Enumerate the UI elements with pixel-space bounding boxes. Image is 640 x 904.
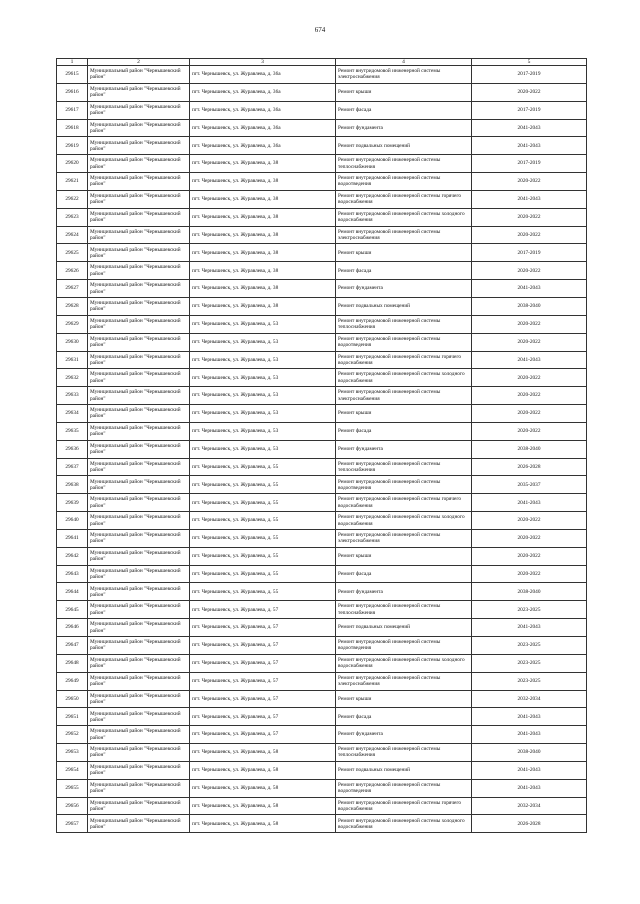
address-cell: пгт. Чернышевск, ул. Журавлева, д. 53 — [190, 422, 336, 440]
column-header: 1 — [57, 59, 88, 66]
table-row — [57, 119, 587, 137]
address-cell: пгт. Чернышевск, ул. Журавлева, д. 57 — [190, 708, 336, 726]
work-type-cell: Ремонт фундамента — [336, 119, 472, 137]
address-cell: пгт. Чернышевск, ул. Журавлева, д. 36а — [190, 119, 336, 137]
table-row — [57, 476, 587, 494]
municipality-cell: Муниципальный район "Чернышевский район" — [88, 369, 190, 387]
work-type-cell: Ремонт фасада — [336, 422, 472, 440]
work-type-cell: Ремонт фасада — [336, 101, 472, 119]
table-row — [57, 637, 587, 655]
work-type-cell: Ремонт крыши — [336, 547, 472, 565]
table-row — [57, 690, 587, 708]
row-number: 29619 — [57, 137, 88, 155]
address-cell: пгт. Чернышевск, ул. Журавлева, д. 55 — [190, 565, 336, 583]
work-type-cell: Ремонт фундамента — [336, 440, 472, 458]
address-cell: пгт. Чернышевск, ул. Журавлева, д. 57 — [190, 601, 336, 619]
period-cell: 2041-2043 — [472, 779, 587, 797]
work-type-cell: Ремонт внутридомовой инженерной системы электроснабжения — [336, 529, 472, 547]
table-row — [57, 66, 587, 84]
row-number: 29652 — [57, 726, 88, 744]
row-number: 29649 — [57, 672, 88, 690]
work-type-cell: Ремонт внутридомовой инженерной системы теплоснабжения — [336, 458, 472, 476]
period-cell: 2020-2022 — [472, 387, 587, 405]
row-number: 29617 — [57, 101, 88, 119]
table-row — [57, 654, 587, 672]
row-number: 29622 — [57, 190, 88, 208]
table-row — [57, 101, 587, 119]
row-number: 29615 — [57, 66, 88, 84]
municipality-cell: Муниципальный район "Чернышевский район" — [88, 137, 190, 155]
work-type-cell: Ремонт внутридомовой инженерной системы холодного водоснабжения — [336, 208, 472, 226]
table-row — [57, 565, 587, 583]
row-number: 29631 — [57, 351, 88, 369]
column-header: 3 — [190, 59, 336, 66]
municipality-cell: Муниципальный район "Чернышевский район" — [88, 601, 190, 619]
municipality-cell: Муниципальный район "Чернышевский район" — [88, 244, 190, 262]
row-number: 29639 — [57, 494, 88, 512]
period-cell: 2023-2025 — [472, 601, 587, 619]
page-number: 674 — [314, 26, 326, 34]
row-number: 29642 — [57, 547, 88, 565]
work-type-cell: Ремонт внутридомовой инженерной системы водоотведения — [336, 476, 472, 494]
work-type-cell: Ремонт внутридомовой инженерной системы теплоснабжения — [336, 155, 472, 173]
row-number: 29654 — [57, 761, 88, 779]
row-number: 29621 — [57, 173, 88, 191]
period-cell: 2020-2022 — [472, 422, 587, 440]
address-cell: пгт. Чернышевск, ул. Журавлева, д. 55 — [190, 547, 336, 565]
work-type-cell: Ремонт фундамента — [336, 583, 472, 601]
period-cell: 2020-2022 — [472, 173, 587, 191]
row-number: 29625 — [57, 244, 88, 262]
municipality-cell: Муниципальный район "Чернышевский район" — [88, 83, 190, 101]
table-row — [57, 619, 587, 637]
period-cell: 2041-2043 — [472, 351, 587, 369]
period-cell: 2038-2040 — [472, 297, 587, 315]
municipality-cell: Муниципальный район "Чернышевский район" — [88, 280, 190, 298]
row-number: 29634 — [57, 405, 88, 423]
table-row — [57, 815, 587, 833]
period-cell: 2020-2022 — [472, 226, 587, 244]
work-type-cell: Ремонт фасада — [336, 262, 472, 280]
address-cell: пгт. Чернышевск, ул. Журавлева, д. 58 — [190, 779, 336, 797]
work-type-cell: Ремонт крыши — [336, 690, 472, 708]
municipality-cell: Муниципальный район "Чернышевский район" — [88, 690, 190, 708]
address-cell: пгт. Чернышевск, ул. Журавлева, д. 57 — [190, 654, 336, 672]
municipality-cell: Муниципальный район "Чернышевский район" — [88, 422, 190, 440]
period-cell: 2041-2043 — [472, 119, 587, 137]
municipality-cell: Муниципальный район "Чернышевский район" — [88, 155, 190, 173]
period-cell: 2020-2022 — [472, 369, 587, 387]
address-cell: пгт. Чернышевск, ул. Журавлева, д. 36а — [190, 101, 336, 119]
work-type-cell: Ремонт внутридомовой инженерной системы горячего водоснабжения — [336, 797, 472, 815]
period-cell: 2020-2022 — [472, 405, 587, 423]
municipality-cell: Муниципальный район "Чернышевский район" — [88, 726, 190, 744]
row-number: 29618 — [57, 119, 88, 137]
table-row — [57, 672, 587, 690]
period-cell: 2023-2025 — [472, 654, 587, 672]
period-cell: 2032-2034 — [472, 797, 587, 815]
address-cell: пгт. Чернышевск, ул. Журавлева, д. 55 — [190, 476, 336, 494]
period-cell: 2038-2040 — [472, 440, 587, 458]
municipality-cell: Муниципальный район "Чернышевский район" — [88, 440, 190, 458]
row-number: 29637 — [57, 458, 88, 476]
address-cell: пгт. Чернышевск, ул. Журавлева, д. 53 — [190, 440, 336, 458]
row-number: 29620 — [57, 155, 88, 173]
address-cell: пгт. Чернышевск, ул. Журавлева, д. 58 — [190, 761, 336, 779]
municipality-cell: Муниципальный район "Чернышевский район" — [88, 315, 190, 333]
row-number: 29616 — [57, 83, 88, 101]
work-type-cell: Ремонт внутридомовой инженерной системы водоотведения — [336, 173, 472, 191]
table-row — [57, 726, 587, 744]
address-cell: пгт. Чернышевск, ул. Журавлева, д. 38 — [190, 173, 336, 191]
address-cell: пгт. Чернышевск, ул. Журавлева, д. 38 — [190, 262, 336, 280]
address-cell: пгт. Чернышевск, ул. Журавлева, д. 58 — [190, 797, 336, 815]
table-row — [57, 744, 587, 762]
row-number: 29632 — [57, 369, 88, 387]
municipality-cell: Муниципальный район "Чернышевский район" — [88, 119, 190, 137]
address-cell: пгт. Чернышевск, ул. Журавлева, д. 53 — [190, 405, 336, 423]
row-number: 29640 — [57, 512, 88, 530]
column-header: 5 — [472, 59, 587, 66]
row-number: 29641 — [57, 529, 88, 547]
row-number: 29643 — [57, 565, 88, 583]
period-cell: 2041-2043 — [472, 708, 587, 726]
table-row — [57, 155, 587, 173]
municipality-cell: Муниципальный район "Чернышевский район" — [88, 458, 190, 476]
address-cell: пгт. Чернышевск, ул. Журавлева, д. 36а — [190, 83, 336, 101]
row-number: 29633 — [57, 387, 88, 405]
address-cell: пгт. Чернышевск, ул. Журавлева, д. 53 — [190, 315, 336, 333]
work-type-cell: Ремонт подвальных помещений — [336, 297, 472, 315]
municipality-cell: Муниципальный район "Чернышевский район" — [88, 583, 190, 601]
period-cell: 2041-2043 — [472, 280, 587, 298]
work-type-cell: Ремонт внутридомовой инженерной системы электроснабжения — [336, 226, 472, 244]
address-cell: пгт. Чернышевск, ул. Журавлева, д. 38 — [190, 208, 336, 226]
address-cell: пгт. Чернышевск, ул. Журавлева, д. 57 — [190, 690, 336, 708]
address-cell: пгт. Чернышевск, ул. Журавлева, д. 58 — [190, 815, 336, 833]
municipality-cell: Муниципальный район "Чернышевский район" — [88, 387, 190, 405]
period-cell: 2026-2028 — [472, 815, 587, 833]
table-row — [57, 708, 587, 726]
table-row — [57, 494, 587, 512]
work-type-cell: Ремонт внутридомовой инженерной системы водоотведения — [336, 779, 472, 797]
period-cell: 2023-2025 — [472, 672, 587, 690]
period-cell: 2020-2022 — [472, 529, 587, 547]
row-number: 29638 — [57, 476, 88, 494]
period-cell: 2023-2025 — [472, 637, 587, 655]
work-type-cell: Ремонт внутридомовой инженерной системы электроснабжения — [336, 672, 472, 690]
row-number: 29627 — [57, 280, 88, 298]
period-cell: 2017-2019 — [472, 244, 587, 262]
row-number: 29646 — [57, 619, 88, 637]
work-type-cell: Ремонт фасада — [336, 708, 472, 726]
table-row — [57, 547, 587, 565]
address-cell: пгт. Чернышевск, ул. Журавлева, д. 57 — [190, 619, 336, 637]
work-type-cell: Ремонт внутридомовой инженерной системы теплоснабжения — [336, 601, 472, 619]
work-type-cell: Ремонт внутридомовой инженерной системы горячего водоснабжения — [336, 494, 472, 512]
table-row — [57, 601, 587, 619]
row-number: 29644 — [57, 583, 88, 601]
row-number: 29628 — [57, 297, 88, 315]
period-cell: 2017-2019 — [472, 101, 587, 119]
table-row — [57, 458, 587, 476]
work-type-cell: Ремонт крыши — [336, 83, 472, 101]
period-cell: 2041-2043 — [472, 726, 587, 744]
table-row — [57, 529, 587, 547]
address-cell: пгт. Чернышевск, ул. Журавлева, д. 38 — [190, 280, 336, 298]
work-type-cell: Ремонт внутридомовой инженерной системы горячего водоснабжения — [336, 190, 472, 208]
table-row — [57, 440, 587, 458]
address-cell: пгт. Чернышевск, ул. Журавлева, д. 55 — [190, 583, 336, 601]
row-number: 29651 — [57, 708, 88, 726]
period-cell: 2041-2043 — [472, 137, 587, 155]
table-row — [57, 83, 587, 101]
table-row — [57, 369, 587, 387]
work-type-cell: Ремонт внутридомовой инженерной системы водоотведения — [336, 637, 472, 655]
period-cell: 2041-2043 — [472, 190, 587, 208]
municipality-cell: Муниципальный район "Чернышевский район" — [88, 619, 190, 637]
work-type-cell: Ремонт внутридомовой инженерной системы водоотведения — [336, 333, 472, 351]
period-cell: 2020-2022 — [472, 512, 587, 530]
period-cell: 2020-2022 — [472, 208, 587, 226]
table-row — [57, 315, 587, 333]
table-row — [57, 351, 587, 369]
municipality-cell: Муниципальный район "Чернышевский район" — [88, 226, 190, 244]
address-cell: пгт. Чернышевск, ул. Журавлева, д. 55 — [190, 494, 336, 512]
municipality-cell: Муниципальный район "Чернышевский район" — [88, 405, 190, 423]
table-row — [57, 797, 587, 815]
work-type-cell: Ремонт внутридомовой инженерной системы теплоснабжения — [336, 744, 472, 762]
municipality-cell: Муниципальный район "Чернышевский район" — [88, 779, 190, 797]
period-cell: 2020-2022 — [472, 333, 587, 351]
row-number: 29629 — [57, 315, 88, 333]
row-number: 29647 — [57, 637, 88, 655]
table-row — [57, 190, 587, 208]
row-number: 29624 — [57, 226, 88, 244]
row-number: 29653 — [57, 744, 88, 762]
municipality-cell: Муниципальный район "Чернышевский район" — [88, 190, 190, 208]
municipality-cell: Муниципальный район "Чернышевский район" — [88, 66, 190, 84]
column-header: 2 — [88, 59, 190, 66]
work-type-cell: Ремонт внутридомовой инженерной системы электроснабжения — [336, 66, 472, 84]
address-cell: пгт. Чернышевск, ул. Журавлева, д. 57 — [190, 637, 336, 655]
period-cell: 2017-2019 — [472, 66, 587, 84]
address-cell: пгт. Чернышевск, ул. Журавлева, д. 55 — [190, 529, 336, 547]
municipality-cell: Муниципальный район "Чернышевский район" — [88, 297, 190, 315]
period-cell: 2020-2022 — [472, 315, 587, 333]
municipality-cell: Муниципальный район "Чернышевский район" — [88, 512, 190, 530]
row-number: 29623 — [57, 208, 88, 226]
municipality-cell: Муниципальный район "Чернышевский район" — [88, 476, 190, 494]
period-cell: 2020-2022 — [472, 262, 587, 280]
address-cell: пгт. Чернышевск, ул. Журавлева, д. 57 — [190, 672, 336, 690]
municipality-cell: Муниципальный район "Чернышевский район" — [88, 761, 190, 779]
table-row — [57, 761, 587, 779]
column-header: 4 — [336, 59, 472, 66]
work-type-cell: Ремонт подвальных помещений — [336, 761, 472, 779]
municipality-cell: Муниципальный район "Чернышевский район" — [88, 333, 190, 351]
work-type-cell: Ремонт внутридомовой инженерной системы холодного водоснабжения — [336, 815, 472, 833]
municipality-cell: Муниципальный район "Чернышевский район" — [88, 797, 190, 815]
period-cell: 2020-2022 — [472, 547, 587, 565]
municipality-cell: Муниципальный район "Чернышевский район" — [88, 815, 190, 833]
work-type-cell: Ремонт фасада — [336, 565, 472, 583]
municipality-cell: Муниципальный район "Чернышевский район" — [88, 494, 190, 512]
row-number: 29626 — [57, 262, 88, 280]
municipality-cell: Муниципальный район "Чернышевский район" — [88, 654, 190, 672]
municipality-cell: Муниципальный район "Чернышевский район" — [88, 173, 190, 191]
table-row — [57, 297, 587, 315]
address-cell: пгт. Чернышевск, ул. Журавлева, д. 55 — [190, 512, 336, 530]
work-type-cell: Ремонт внутридомовой инженерной системы холодного водоснабжения — [336, 369, 472, 387]
work-type-cell: Ремонт фундамента — [336, 726, 472, 744]
municipality-cell: Муниципальный район "Чернышевский район" — [88, 547, 190, 565]
row-number: 29656 — [57, 797, 88, 815]
period-cell: 2038-2040 — [472, 583, 587, 601]
period-cell: 2032-2034 — [472, 690, 587, 708]
table-row — [57, 333, 587, 351]
municipality-cell: Муниципальный район "Чернышевский район" — [88, 744, 190, 762]
work-type-cell: Ремонт подвальных помещений — [336, 137, 472, 155]
table-row — [57, 137, 587, 155]
table-row — [57, 422, 587, 440]
row-number: 29655 — [57, 779, 88, 797]
row-number: 29648 — [57, 654, 88, 672]
work-type-cell: Ремонт крыши — [336, 405, 472, 423]
period-cell: 2041-2043 — [472, 494, 587, 512]
address-cell: пгт. Чернышевск, ул. Журавлева, д. 38 — [190, 297, 336, 315]
work-type-cell: Ремонт фундамента — [336, 280, 472, 298]
address-cell: пгт. Чернышевск, ул. Журавлева, д. 57 — [190, 726, 336, 744]
period-cell: 2020-2022 — [472, 83, 587, 101]
work-type-cell: Ремонт внутридомовой инженерной системы теплоснабжения — [336, 315, 472, 333]
address-cell: пгт. Чернышевск, ул. Журавлева, д. 53 — [190, 369, 336, 387]
municipality-cell: Муниципальный район "Чернышевский район" — [88, 708, 190, 726]
table-row — [57, 244, 587, 262]
row-number: 29650 — [57, 690, 88, 708]
municipality-cell: Муниципальный район "Чернышевский район" — [88, 565, 190, 583]
address-cell: пгт. Чернышевск, ул. Журавлева, д. 53 — [190, 387, 336, 405]
period-cell: 2041-2043 — [472, 619, 587, 637]
table-row — [57, 226, 587, 244]
period-cell: 2020-2022 — [472, 565, 587, 583]
municipality-cell: Муниципальный район "Чернышевский район" — [88, 351, 190, 369]
table-row — [57, 779, 587, 797]
row-number: 29630 — [57, 333, 88, 351]
work-type-cell: Ремонт подвальных помещений — [336, 619, 472, 637]
municipality-cell: Муниципальный район "Чернышевский район" — [88, 529, 190, 547]
table-row — [57, 208, 587, 226]
address-cell: пгт. Чернышевск, ул. Журавлева, д. 38 — [190, 226, 336, 244]
registry-table — [56, 58, 587, 833]
row-number: 29645 — [57, 601, 88, 619]
table-row — [57, 173, 587, 191]
row-number: 29635 — [57, 422, 88, 440]
municipality-cell: Муниципальный район "Чернышевский район" — [88, 208, 190, 226]
work-type-cell: Ремонт внутридомовой инженерной системы холодного водоснабжения — [336, 654, 472, 672]
period-cell: 2026-2028 — [472, 458, 587, 476]
address-cell: пгт. Чернышевск, ул. Журавлева, д. 38 — [190, 244, 336, 262]
municipality-cell: Муниципальный район "Чернышевский район" — [88, 101, 190, 119]
address-cell: пгт. Чернышевск, ул. Журавлева, д. 53 — [190, 351, 336, 369]
address-cell: пгт. Чернышевск, ул. Журавлева, д. 55 — [190, 458, 336, 476]
municipality-cell: Муниципальный район "Чернышевский район" — [88, 637, 190, 655]
address-cell: пгт. Чернышевск, ул. Журавлева, д. 58 — [190, 744, 336, 762]
municipality-cell: Муниципальный район "Чернышевский район" — [88, 672, 190, 690]
period-cell: 2041-2043 — [472, 761, 587, 779]
municipality-cell: Муниципальный район "Чернышевский район" — [88, 262, 190, 280]
table-row — [57, 262, 587, 280]
table-row — [57, 387, 587, 405]
address-cell: пгт. Чернышевск, ул. Журавлева, д. 36а — [190, 66, 336, 84]
address-cell: пгт. Чернышевск, ул. Журавлева, д. 53 — [190, 333, 336, 351]
work-type-cell: Ремонт внутридомовой инженерной системы горячего водоснабжения — [336, 351, 472, 369]
period-cell: 2017-2019 — [472, 155, 587, 173]
address-cell: пгт. Чернышевск, ул. Журавлева, д. 38 — [190, 190, 336, 208]
table-row — [57, 280, 587, 298]
row-number: 29636 — [57, 440, 88, 458]
table-row — [57, 583, 587, 601]
address-cell: пгт. Чернышевск, ул. Журавлева, д. 38 — [190, 155, 336, 173]
table-row — [57, 512, 587, 530]
period-cell: 2035-2037 — [472, 476, 587, 494]
work-type-cell: Ремонт внутридомовой инженерной системы электроснабжения — [336, 387, 472, 405]
table-row — [57, 405, 587, 423]
work-type-cell: Ремонт внутридомовой инженерной системы холодного водоснабжения — [336, 512, 472, 530]
header-row — [57, 59, 587, 66]
address-cell: пгт. Чернышевск, ул. Журавлева, д. 36а — [190, 137, 336, 155]
work-type-cell: Ремонт крыши — [336, 244, 472, 262]
period-cell: 2038-2040 — [472, 744, 587, 762]
row-number: 29657 — [57, 815, 88, 833]
